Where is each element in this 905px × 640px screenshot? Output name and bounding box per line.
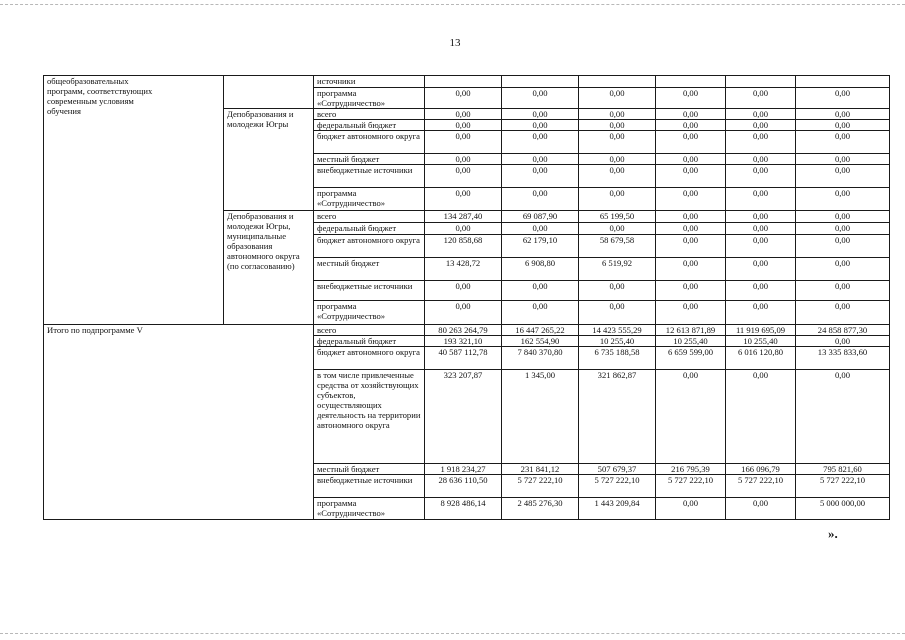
amount-cell: 0,00 (796, 188, 890, 211)
amount-cell: 323 207,87 (425, 370, 502, 464)
amount-cell: 0,00 (502, 88, 579, 109)
amount-cell: 0,00 (796, 281, 890, 301)
amount-cell: 0,00 (502, 188, 579, 211)
empty-cell (579, 76, 656, 88)
amount-cell: 0,00 (726, 370, 796, 464)
source-cell: федеральный бюджет (314, 336, 425, 347)
amount-cell: 0,00 (502, 281, 579, 301)
amount-cell: 0,00 (502, 223, 579, 235)
amount-cell: 166 096,79 (726, 464, 796, 475)
executor-cell: Депобразования и молодежи Югры, муниципальные образования автономного округа (по согласованию) (224, 211, 314, 325)
table-row (44, 76, 890, 88)
amount-cell: 5 727 222,10 (726, 475, 796, 498)
amount-cell: 0,00 (579, 131, 656, 154)
amount-cell: 0,00 (656, 154, 726, 165)
amount-cell: 0,00 (796, 211, 890, 223)
amount-cell: 0,00 (726, 131, 796, 154)
amount-cell: 0,00 (656, 211, 726, 223)
amount-cell: 162 554,90 (502, 336, 579, 347)
amount-cell: 507 679,37 (579, 464, 656, 475)
amount-cell: 28 636 110,50 (425, 475, 502, 498)
amount-cell: 14 423 555,29 (579, 325, 656, 336)
source-cell: всего (314, 325, 425, 336)
amount-cell: 5 000 000,00 (796, 498, 890, 520)
amount-cell: 0,00 (579, 120, 656, 131)
amount-cell: 0,00 (726, 188, 796, 211)
closing-quote-mark: ». (828, 526, 838, 541)
amount-cell: 0,00 (502, 109, 579, 120)
financing-table (43, 75, 890, 520)
source-cell: программа «Сотрудничество» (314, 188, 425, 211)
source-cell: местный бюджет (314, 154, 425, 165)
amount-cell: 0,00 (656, 281, 726, 301)
measure-name-line: современным условиям (47, 96, 134, 106)
amount-cell: 6 016 120,80 (726, 347, 796, 370)
amount-cell: 0,00 (502, 154, 579, 165)
source-cell: программа «Сотрудничество» (314, 301, 425, 325)
amount-cell: 0,00 (726, 281, 796, 301)
amount-cell: 0,00 (502, 131, 579, 154)
amount-cell: 0,00 (579, 223, 656, 235)
amount-cell: 0,00 (502, 301, 579, 325)
amount-cell: 0,00 (502, 165, 579, 188)
empty-cell (425, 76, 502, 88)
executor-cell (224, 76, 314, 109)
amount-cell: 65 199,50 (579, 211, 656, 223)
amount-cell: 0,00 (656, 235, 726, 258)
amount-cell: 0,00 (502, 120, 579, 131)
amount-cell: 12 613 871,89 (656, 325, 726, 336)
amount-cell: 0,00 (796, 235, 890, 258)
amount-cell: 0,00 (656, 370, 726, 464)
amount-cell: 10 255,40 (726, 336, 796, 347)
measure-name-line: общеобразовательных (47, 76, 129, 86)
empty-cell (656, 76, 726, 88)
amount-cell: 24 858 877,30 (796, 325, 890, 336)
amount-cell: 0,00 (796, 154, 890, 165)
amount-cell: 0,00 (656, 120, 726, 131)
amount-cell: 5 727 222,10 (656, 475, 726, 498)
amount-cell: 6 519,92 (579, 258, 656, 281)
amount-cell: 0,00 (579, 281, 656, 301)
executor-cell: Депобразования и молодежи Югры (224, 109, 314, 211)
amount-cell: 40 587 112,78 (425, 347, 502, 370)
amount-cell: 0,00 (726, 223, 796, 235)
source-cell: внебюджетные источники (314, 165, 425, 188)
amount-cell: 0,00 (726, 258, 796, 281)
amount-cell: 80 263 264,79 (425, 325, 502, 336)
source-cell: местный бюджет (314, 258, 425, 281)
amount-cell: 2 485 276,30 (502, 498, 579, 520)
amount-cell: 231 841,12 (502, 464, 579, 475)
top-scan-edge (0, 4, 905, 5)
amount-cell: 6 659 599,00 (656, 347, 726, 370)
amount-cell: 0,00 (726, 498, 796, 520)
source-cell: федеральный бюджет (314, 223, 425, 235)
amount-cell: 0,00 (425, 109, 502, 120)
amount-cell: 0,00 (726, 88, 796, 109)
amount-cell: 0,00 (656, 258, 726, 281)
amount-cell: 0,00 (796, 88, 890, 109)
measure-name-cell (44, 76, 224, 325)
amount-cell: 5 727 222,10 (502, 475, 579, 498)
amount-cell: 0,00 (425, 188, 502, 211)
amount-cell: 0,00 (796, 120, 890, 131)
amount-cell: 0,00 (425, 154, 502, 165)
bottom-scan-edge (0, 633, 905, 634)
amount-cell: 0,00 (796, 165, 890, 188)
source-cell: федеральный бюджет (314, 120, 425, 131)
amount-cell: 0,00 (656, 88, 726, 109)
amount-cell: 216 795,39 (656, 464, 726, 475)
amount-cell: 58 679,58 (579, 235, 656, 258)
table-row (44, 325, 890, 336)
amount-cell: 8 928 486,14 (425, 498, 502, 520)
empty-cell (796, 76, 890, 88)
amount-cell: 13 335 833,60 (796, 347, 890, 370)
empty-cell (502, 76, 579, 88)
page-number: 13 (449, 37, 461, 49)
amount-cell: 0,00 (796, 131, 890, 154)
source-cell: всего (314, 211, 425, 223)
source-cell: в том числе привлеченные средства от хозяйствующих субъектов, осуществляющих деятельность на территории автономного округа (314, 370, 425, 464)
source-cell: внебюджетные источники (314, 281, 425, 301)
amount-cell: 0,00 (656, 165, 726, 188)
amount-cell: 11 919 695,09 (726, 325, 796, 336)
amount-cell: 795 821,60 (796, 464, 890, 475)
amount-cell: 1 918 234,27 (425, 464, 502, 475)
amount-cell: 0,00 (796, 109, 890, 120)
amount-cell: 6 908,80 (502, 258, 579, 281)
source-cell: бюджет автономного округа (314, 235, 425, 258)
amount-cell: 6 735 188,58 (579, 347, 656, 370)
source-cell: бюджет автономного округа (314, 347, 425, 370)
amount-cell: 0,00 (579, 188, 656, 211)
measure-name-line: программ, соответствующих (47, 86, 153, 96)
source-cell: бюджет автономного округа (314, 131, 425, 154)
amount-cell: 0,00 (726, 154, 796, 165)
source-cell: внебюджетные источники (314, 475, 425, 498)
source-cell: программа «Сотрудничество» (314, 88, 425, 109)
amount-cell: 0,00 (796, 223, 890, 235)
amount-cell: 0,00 (796, 370, 890, 464)
source-cell: всего (314, 109, 425, 120)
amount-cell: 0,00 (726, 235, 796, 258)
amount-cell: 0,00 (656, 498, 726, 520)
amount-cell: 0,00 (425, 88, 502, 109)
amount-cell: 62 179,10 (502, 235, 579, 258)
amount-cell: 0,00 (579, 154, 656, 165)
amount-cell: 0,00 (796, 258, 890, 281)
amount-cell: 13 428,72 (425, 258, 502, 281)
amount-cell: 0,00 (726, 301, 796, 325)
amount-cell: 0,00 (579, 301, 656, 325)
amount-cell: 0,00 (656, 223, 726, 235)
amount-cell: 0,00 (425, 301, 502, 325)
amount-cell: 0,00 (656, 131, 726, 154)
table-body (44, 76, 890, 520)
source-cell: программа «Сотрудничество» (314, 498, 425, 520)
amount-cell: 1 443 209,84 (579, 498, 656, 520)
amount-cell: 0,00 (425, 165, 502, 188)
amount-cell: 1 345,00 (502, 370, 579, 464)
amount-cell: 0,00 (579, 165, 656, 188)
amount-cell: 0,00 (656, 109, 726, 120)
amount-cell: 134 287,40 (425, 211, 502, 223)
amount-cell: 120 858,68 (425, 235, 502, 258)
amount-cell: 69 087,90 (502, 211, 579, 223)
amount-cell: 0,00 (726, 165, 796, 188)
amount-cell: 7 840 370,80 (502, 347, 579, 370)
amount-cell: 0,00 (656, 301, 726, 325)
amount-cell: 0,00 (425, 131, 502, 154)
measure-name-line: обучения (47, 106, 81, 116)
amount-cell: 0,00 (425, 120, 502, 131)
amount-cell: 0,00 (425, 281, 502, 301)
amount-cell: 16 447 265,22 (502, 325, 579, 336)
amount-cell: 5 727 222,10 (579, 475, 656, 498)
amount-cell: 5 727 222,10 (796, 475, 890, 498)
source-cell: местный бюджет (314, 464, 425, 475)
amount-cell: 0,00 (796, 336, 890, 347)
amount-cell: 0,00 (579, 88, 656, 109)
empty-cell (726, 76, 796, 88)
amount-cell: 0,00 (425, 223, 502, 235)
amount-cell: 193 321,10 (425, 336, 502, 347)
amount-cell: 0,00 (726, 120, 796, 131)
amount-cell: 0,00 (726, 211, 796, 223)
amount-cell: 0,00 (796, 301, 890, 325)
source-cell: источники (314, 76, 425, 88)
amount-cell: 0,00 (579, 109, 656, 120)
amount-cell: 10 255,40 (656, 336, 726, 347)
amount-cell: 321 862,87 (579, 370, 656, 464)
subprogram-total-label: Итого по подпрограмме V (44, 325, 314, 520)
amount-cell: 0,00 (656, 188, 726, 211)
amount-cell: 10 255,40 (579, 336, 656, 347)
amount-cell: 0,00 (726, 109, 796, 120)
